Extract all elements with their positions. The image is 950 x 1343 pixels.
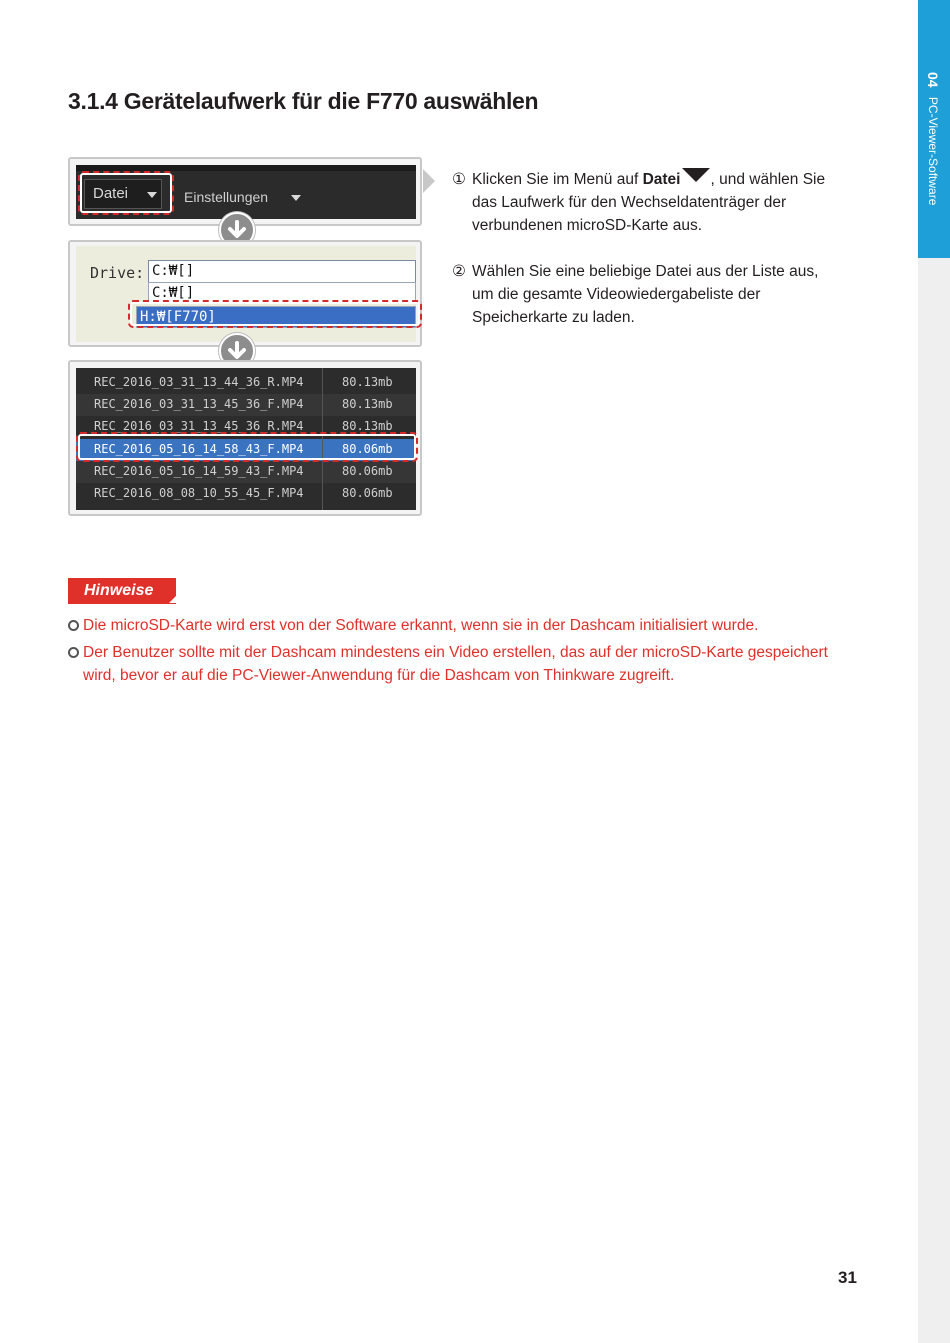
screenshot-file-list: [68, 360, 422, 516]
file-row[interactable]: REC_2016_03_31_13_45_36_F.MP4 80.13mb: [76, 394, 416, 416]
file-row[interactable]: REC_2016_05_16_14_59_43_F.MP4 80.06mb: [76, 461, 416, 483]
page-title: 3.1.4 Gerätelaufwerk für die F770 auswählen: [68, 88, 539, 114]
note-item: Die microSD-Karte wird erst von der Software erkannt, wenn sie in der Dashcam initialisiert wurde.: [68, 614, 828, 637]
chapter-tab-text: [925, 72, 941, 205]
step-2: ② Wählen Sie eine beliebige Datei aus der Liste aus, um die gesamte Videowiedergabeliste der Speicherkarte zu laden.: [452, 260, 832, 329]
highlight-file: [76, 432, 418, 462]
chevron-down-icon: [291, 195, 301, 201]
step-marker: ②: [452, 263, 466, 280]
pointer-arrow: [423, 169, 435, 193]
chapter-label: PC-Viewer-Software: [926, 96, 940, 206]
notes-underline: [68, 603, 176, 604]
notes-heading: Hinweise: [68, 578, 176, 604]
file-row-selected[interactable]: REC_2016_05_16_14_58_43_F.MP4 80.06mb: [76, 439, 416, 461]
screenshot-drive: [68, 240, 422, 347]
highlight-drive-f770: [128, 300, 422, 328]
triangle-down-icon: [682, 168, 710, 182]
step-1: ① Klicken Sie im Menü auf Datei , und wählen Sie das Laufwerk für den Wechseldatenträger der verbundenen microSD-Karte aus.: [452, 168, 832, 237]
file-row[interactable]: REC_2016_03_31_13_45_36_R.MP4 80.13mb: [94, 419, 393, 433]
datei-label: Datei: [642, 171, 681, 188]
circle-bullet-icon: [68, 647, 79, 658]
drive-select[interactable]: C:₩[]: [148, 260, 416, 284]
menu-datei-label: Datei: [93, 185, 129, 202]
page-number: 31: [838, 1268, 857, 1287]
step-marker: ①: [452, 171, 466, 188]
chapter-number: 04: [925, 72, 941, 88]
drive-option-selected[interactable]: H:₩[F770]: [136, 306, 416, 328]
drive-option[interactable]: C:₩[]: [148, 282, 416, 304]
file-row[interactable]: REC_2016_08_08_10_55_45_F.MP4 80.06mb: [94, 486, 393, 500]
menu-einstellungen[interactable]: Einstellungen: [184, 189, 269, 205]
note-item: Der Benutzer sollte mit der Dashcam mindestens ein Video erstellen, das auf der microSD-Karte gespeichert wird, bevor er auf die PC-Viewer-Anwendung für die Dashcam von Thinkware zugreift.: [68, 641, 828, 687]
circle-bullet-icon: [68, 620, 79, 631]
highlight-datei: [78, 171, 174, 215]
file-row[interactable]: REC_2016_03_31_13_44_36_R.MP4 80.13mb: [94, 375, 393, 389]
drive-label: Drive:: [90, 264, 145, 282]
